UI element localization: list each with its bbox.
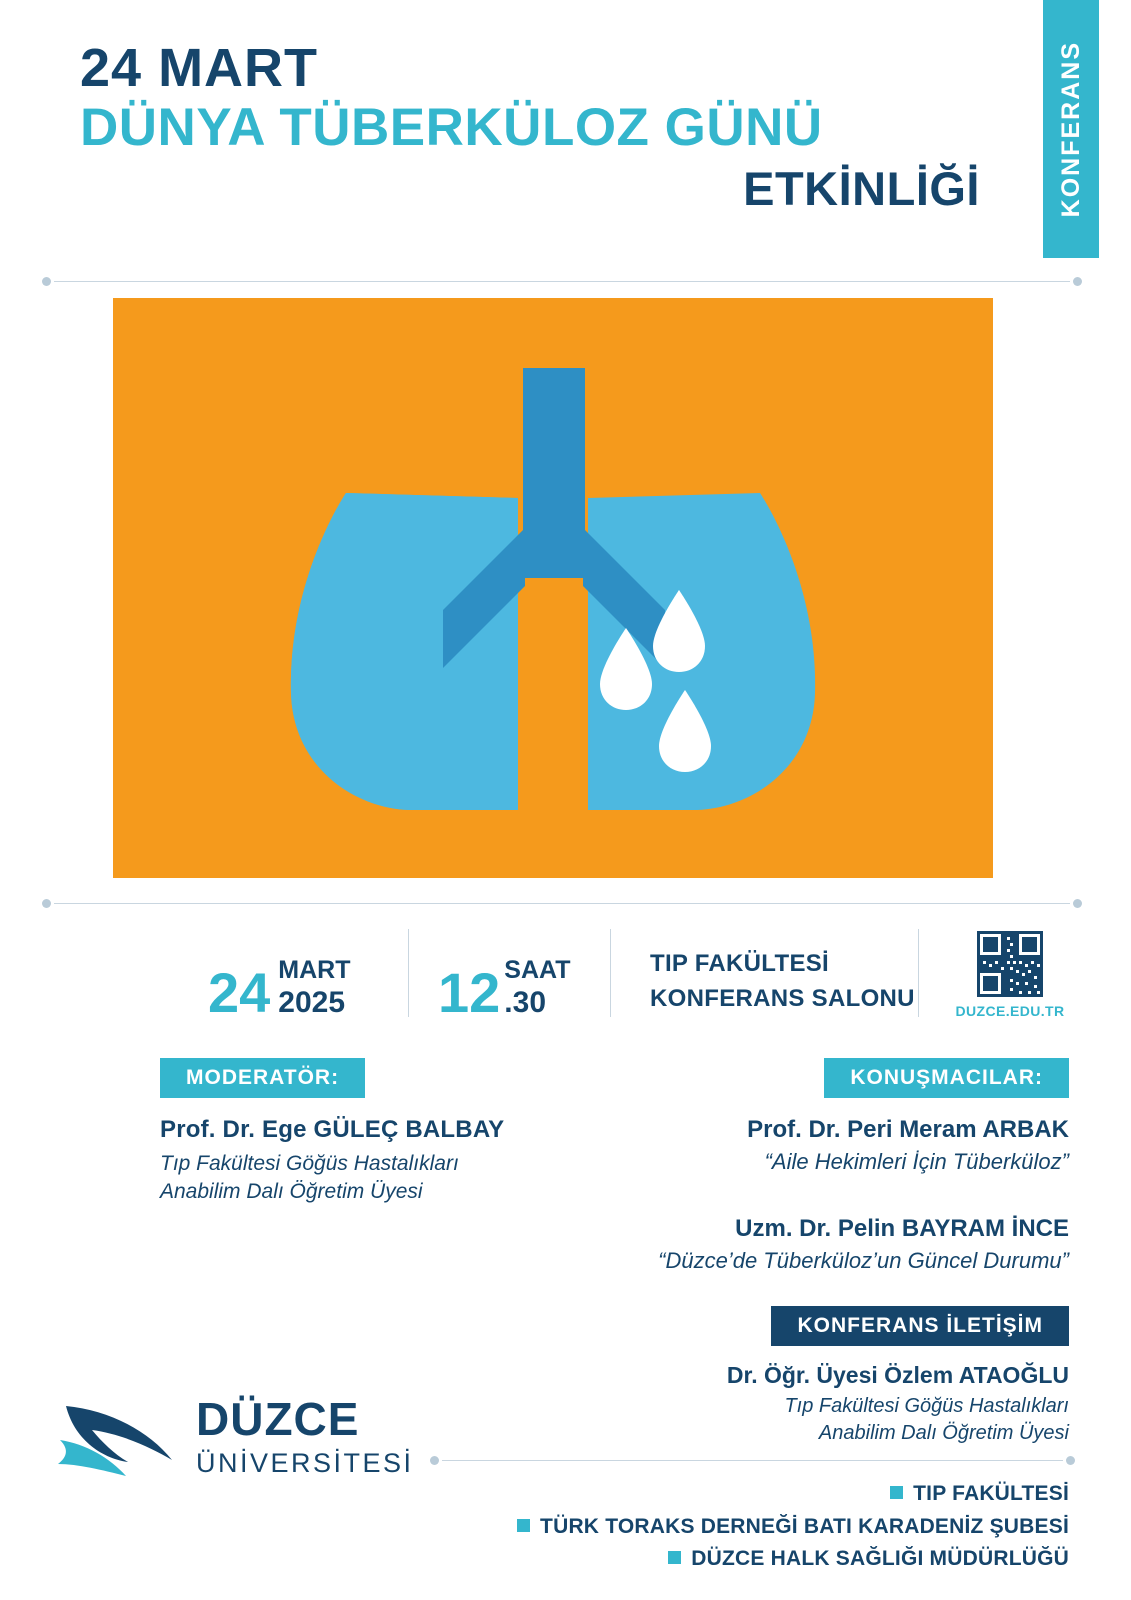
university-name-line1: DÜZCE [196,1393,360,1445]
info-separator-3 [918,929,919,1017]
moderator-label: MODERATÖR: [160,1058,365,1098]
list-item [449,1543,1069,1576]
event-date-day: 24 [208,961,271,1024]
konferans-ribbon [1043,0,1099,258]
speakers-label: KONUŞMACILAR: [824,1058,1069,1098]
qr-code-url[interactable]: DUZCE.EDU.TR [955,1003,1065,1019]
duzce-logo-icon [48,1388,188,1488]
divider-dot-left [42,277,51,286]
qr-code-icon[interactable] [977,931,1043,997]
organiser-label: TIP FAKÜLTESİ [913,1482,1069,1505]
speaker-name: Uzm. Dr. Pelin BAYRAM İNCE [735,1215,1069,1242]
speaker-item [569,1116,1069,1175]
event-date-month: MART [278,956,351,984]
divider-line [54,281,1070,282]
moderator-block [160,1058,580,1207]
divider-top [42,276,1082,288]
divider-dot-left [42,899,51,908]
moderator-affiliation-line1: Tıp Fakültesi Göğüs Hastalıkları [160,1152,459,1175]
event-venue-line2: KONFERANS SALONU [650,984,915,1012]
page-title-line1: 24 MART [80,38,319,98]
divider-dot-right [1073,277,1082,286]
speaker-topic: “Aile Hekimleri İçin Tüberküloz” [764,1149,1069,1174]
university-logo-text [196,1393,414,1478]
divider-dot-right [1066,1456,1075,1465]
square-bullet-icon [890,1486,903,1499]
event-time-label: SAAT [504,956,571,984]
event-time [438,925,571,1024]
speakers-spacer [569,1175,1069,1197]
organisers-list [449,1478,1069,1576]
speaker-topic: “Düzce’de Tüberküloz’un Güncel Durumu” [658,1248,1069,1273]
divider-middle [42,898,1082,910]
divider-line [54,903,1070,904]
speaker-name: Prof. Dr. Peri Meram ARBAK [747,1116,1069,1143]
moderator-affiliation-line2: Anabilim Dalı Öğretim Üyesi [160,1180,423,1204]
square-bullet-icon [517,1519,530,1532]
contact-affiliation-line1: Tıp Fakültesi Göğüs Hastalıkları [784,1395,1069,1417]
info-separator-2 [610,929,611,1017]
university-name-line2: ÜNİVERSİTESİ [196,1448,414,1478]
contact-name: Dr. Öğr. Üyesi Özlem ATAOĞLU [726,1362,1069,1388]
page-title-line3: ETKİNLİĞİ [743,161,980,215]
moderator-name: Prof. Dr. Ege GÜLEÇ BALBAY [160,1116,505,1143]
event-venue [650,925,915,1043]
event-date [208,925,351,1024]
divider-dot-left [430,1456,439,1465]
lungs-icon [113,298,993,878]
contact-affiliation-line2: Anabilim Dalı Öğretim Üyesi [818,1422,1069,1444]
divider-line [442,1460,1063,1461]
event-date-year: 2025 [278,986,346,1019]
info-separator-1 [408,929,409,1017]
contact-label: KONFERANS İLETİŞİM [771,1306,1069,1346]
list-item [449,1478,1069,1511]
event-venue-line1: TIP FAKÜLTESİ [650,950,830,977]
speakers-block [569,1058,1069,1274]
event-info-row [150,925,1080,1025]
poster-header [0,38,1010,216]
lungs-illustration [113,298,993,878]
speaker-item [569,1215,1069,1274]
organiser-label: TÜRK TORAKS DERNEĞİ BATI KARADENİZ ŞUBESİ [540,1514,1069,1538]
page-title-line2: DÜNYA TÜBERKÜLOZ GÜNÜ [80,98,823,158]
qr-code-block[interactable] [940,925,1080,1027]
contact-block [569,1306,1069,1447]
square-bullet-icon [668,1551,681,1564]
qr-code-pattern [977,931,1043,997]
event-time-hour: 12 [438,961,501,1024]
organiser-label: DÜZCE HALK SAĞLIĞI MÜDÜRLÜĞÜ [691,1547,1069,1571]
divider-dot-right [1073,899,1082,908]
university-logo [48,1388,414,1498]
event-time-minutes: .30 [504,986,547,1019]
divider-bottom [430,1455,1075,1467]
list-item [449,1511,1069,1544]
konferans-ribbon-label: KONFERANS [1056,40,1085,218]
